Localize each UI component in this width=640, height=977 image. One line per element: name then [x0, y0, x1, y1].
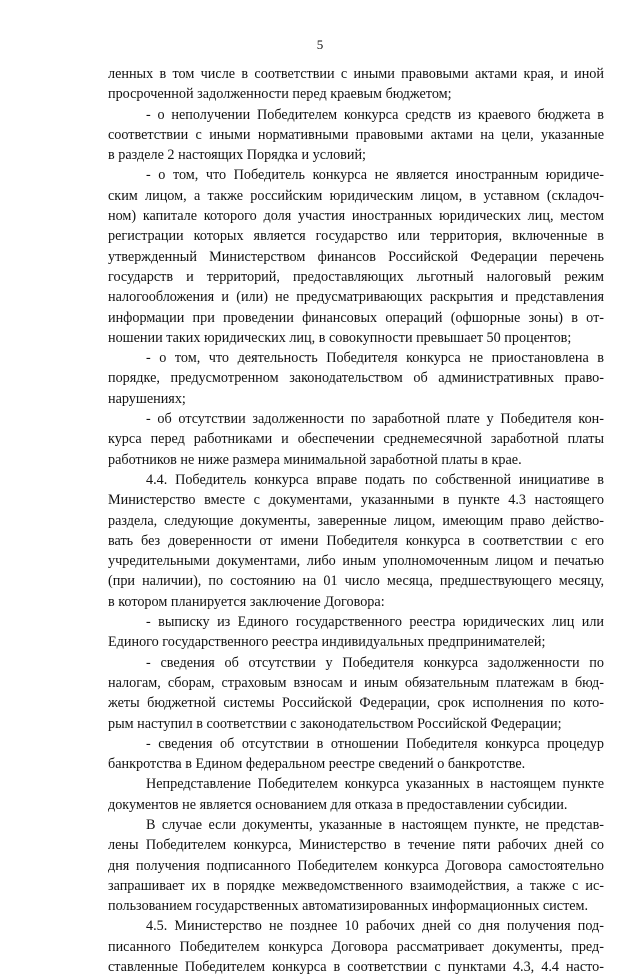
text-line: рым наступил в соответствии с законодательством Российской Федерации;: [108, 715, 562, 732]
text-line: утвержденный Министерством финансов Российской Федерации перечень: [108, 248, 604, 265]
text-line: курса перед работниками и обеспечении среднемесячной заработной платы: [108, 431, 604, 448]
text-line: Непредставление Победителем конкурса указанных в настоящем пункте: [146, 776, 604, 793]
text-line: - о том, что Победитель конкурса не является иностранным юридиче-: [146, 167, 604, 184]
page-number: 5: [316, 37, 324, 52]
text-line: - выписку из Единого государственного реестра юридических лиц или: [146, 614, 604, 631]
text-line: запрашивает их в порядке межведомственного взаимодействия, а также с ис-: [108, 877, 604, 894]
text-line: вать без доверенности от имени Победителя конкурса в соответствии с его: [108, 532, 604, 549]
text-line: соответствии с иными нормативными правовыми актами на цели, указанные: [108, 126, 604, 143]
text-line: жеты бюджетной системы Российской Федерации, срок исполнения по кото-: [108, 695, 604, 712]
text-line: Единого государственного реестра индивидуальных предпринимателей;: [108, 634, 546, 651]
text-line: просроченной задолженности перед краевым бюджетом;: [108, 86, 452, 103]
text-line: ношении таких юридических лиц, в совокупности превышает 50 процентов;: [108, 329, 572, 346]
text-line: пользованием государственных автоматизированных информационных систем.: [108, 898, 589, 915]
text-line: В случае если документы, указанные в настоящем пункте, не представ-: [146, 816, 604, 833]
text-line: нарушениях;: [108, 390, 186, 407]
text-line: учредительными документами, либо иным уполномоченным лицом и печатью: [108, 553, 604, 570]
text-line: налогообложения и (или) не предусматривающих раскрытия и представления: [108, 289, 604, 306]
text-line: регистрации которых является государство или территория, включенные в: [108, 228, 604, 245]
text-line: ставленные Победителем конкурса в соответствии с пунктами 4.3, 4.4 насто-: [108, 959, 604, 976]
text-line: (при наличии), по состоянию на 01 число месяца, предшествующего месяцу,: [108, 573, 604, 590]
text-line: порядке, предусмотренном законодательством об административных право-: [108, 370, 604, 387]
text-line: 4.5. Министерство не позднее 10 рабочих дней со дня получения под-: [146, 918, 604, 935]
text-line: банкротства в Едином федеральном реестре сведений о банкротстве.: [108, 756, 526, 773]
text-line: документов не является основанием для отказа в предоставлении субсидии.: [108, 796, 568, 813]
text-line: в разделе 2 настоящих Порядка и условий;: [108, 147, 366, 164]
text-line: - о том, что деятельность Победителя конкурса не приостановлена в: [146, 350, 604, 367]
text-line: ским лицом, а также российским юридическим лицом, в уставном (складоч-: [108, 187, 604, 204]
document-body: [108, 64, 604, 977]
text-line: раздела, следующие документы, заверенные лицом, имеющим право действо-: [108, 512, 604, 529]
text-line: - сведения об отсутствии в отношении Победителя конкурса процедур: [146, 735, 604, 752]
text-line: дня получения подписанного Победителем конкурса Договора самостоятельно: [108, 857, 604, 874]
text-line: - о неполучении Победителем конкурса средств из краевого бюджета в: [146, 106, 604, 123]
text-line: государств и территорий, предоставляющих льготный налоговый режим: [108, 268, 604, 285]
text-line: - об отсутствии задолженности по заработной плате у Победителя кон-: [146, 411, 604, 428]
text-line: информации при проведении финансовых операций (офшорные зоны) в от-: [108, 309, 604, 326]
text-line: - сведения об отсутствии у Победителя конкурса задолженности по: [146, 654, 604, 671]
text-line: налогам, сборам, страховым взносам и иным обязательным платежам в бюд-: [108, 674, 604, 691]
text-line: ном) капитале которого доля участия иностранных юридических лиц, местом: [108, 208, 604, 225]
text-line: Министерство вместе с документами, указанными в пункте 4.3 настоящего: [108, 492, 604, 509]
text-line: 4.4. Победитель конкурса вправе подать по собственной инициативе в: [146, 471, 604, 488]
text-line: ленных в том числе в соответствии с иными правовыми актами края, и иной: [108, 66, 604, 82]
text-line: работников не ниже размера минимальной заработной платы в крае.: [108, 451, 522, 468]
text-line: в котором планируется заключение Договора:: [108, 593, 385, 610]
text-line: лены Победителем конкурса, Министерство в течение пяти рабочих дней со: [108, 837, 604, 854]
text-line: писанного Победителем конкурса Договора рассматривает документы, пред-: [108, 938, 604, 955]
